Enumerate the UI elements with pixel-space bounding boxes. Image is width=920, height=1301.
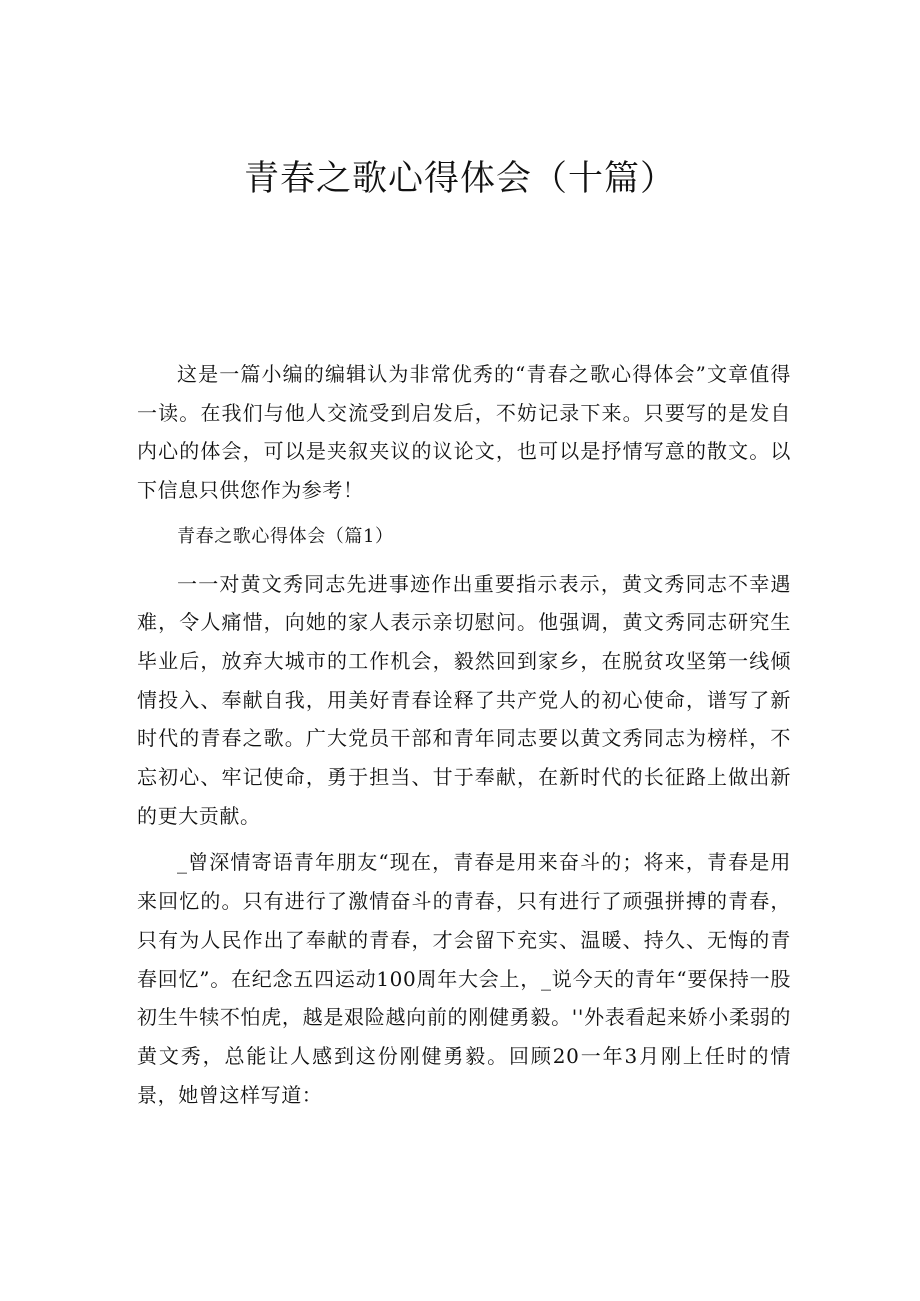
body-paragraph: 一一对黄文秀同志先进事迹作出重要指示表示，黄文秀同志不幸遇难，令人痛惜，向她的家人表示亲切慰问。他强调，黄文秀同志研究生毕业后，放弃大城市的工作机会，毅然回到家乡，在脱贫攻坚第一线倾情投入、奉献自我，用美好青春诠释了共产党人的初心使命，谱写了新时代的青春之歌。广大党员干部和青年同志要以黄文秀同志为榜样，不忘初心、牢记使命，勇于担当、甘于奉献，在新时代的长征路上做出新的更大贡献。	[137, 571, 791, 828]
intro-paragraph: 这是一篇小编的编辑认为非常优秀的“青春之歌心得体会”文章值得一读。在我们与他人交流受到启发后，不妨记录下来。只要写的是发自内心的体会，可以是夹叙夹议的议论文，也可以是抒情写意的散文。以下信息只供您作为参考！	[137, 362, 791, 503]
body-paragraph: _曾深情寄语青年朋友“现在，青春是用来奋斗的；将来，青春是用来回忆的。只有进行了激情奋斗的青春，只有进行了顽强拼搏的青春，只有为人民作出了奉献的青春，才会留下充实、温暖、持久、无悔的青春回忆”。在纪念五四运动100周年大会上，_说今天的青年“要保持一股初生牛犊不怕虎，越是艰险越向前的刚健勇毅。''外表看起来娇小柔弱的黄文秀，总能让人感到这份刚健勇毅。回顾20一年3月刚上任时的情景，她曾这样写道：	[137, 850, 791, 1107]
document-title: 青春之歌心得体会（十篇）	[243, 159, 676, 199]
section-heading: 青春之歌心得体会（篇1）	[177, 525, 394, 547]
document-body	[137, 355, 791, 1122]
